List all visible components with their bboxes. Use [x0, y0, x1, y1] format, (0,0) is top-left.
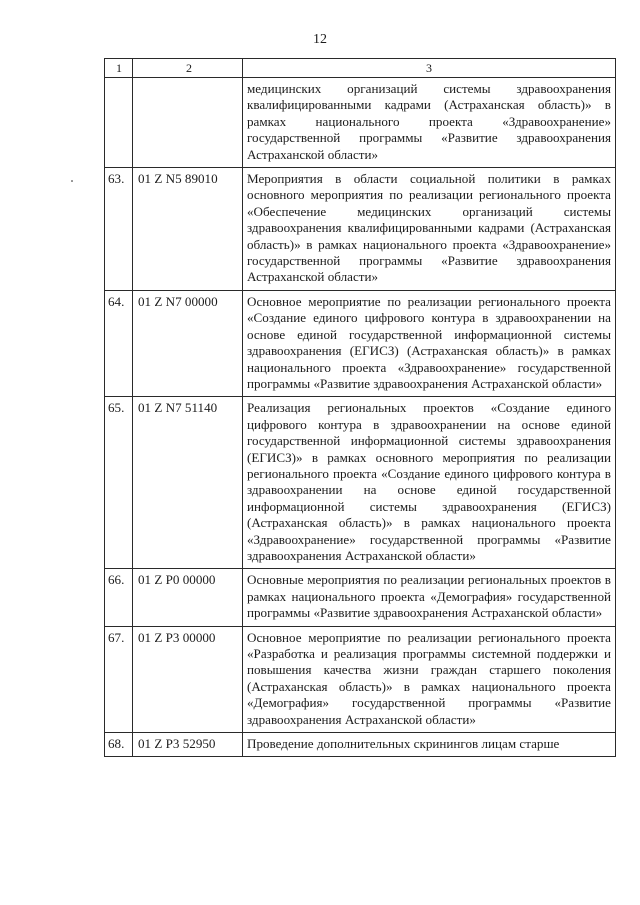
table-header-row	[105, 59, 616, 78]
row-number: 64.	[105, 290, 133, 396]
row-code: 01 Z N7 00000	[133, 290, 243, 396]
table-row	[105, 569, 616, 626]
row-number: 67.	[105, 626, 133, 732]
row-description: Основные мероприятия по реализации региональных проектов в рамках национального проекта «Демография» государственной программы «Развитие здравоохранения Астраханской области»	[243, 569, 616, 626]
table-row	[105, 626, 616, 732]
row-code	[133, 78, 243, 168]
header-cell-col1: 1	[105, 59, 133, 78]
row-number	[105, 78, 133, 168]
row-number: 65.	[105, 397, 133, 569]
table-row	[105, 78, 616, 168]
row-description: Основное мероприятие по реализации регионального проекта «Разработка и реализация программы системной поддержки и повышения качества жизни граждан старшего поколения (Астраханская область)» в рамках национального проекта «Демография» государственной программы «Развитие здравоохранения Астраханской области»	[243, 626, 616, 732]
table-row	[105, 168, 616, 291]
row-code: 01 Z P3 00000	[133, 626, 243, 732]
header-cell-col3: 3	[243, 59, 616, 78]
row-code: 01 Z P0 00000	[133, 569, 243, 626]
scan-speck	[71, 180, 73, 182]
row-description: Проведение дополнительных скринингов лицам старше	[243, 733, 616, 757]
row-number: 63.	[105, 168, 133, 291]
page-number: 12	[313, 32, 327, 47]
row-description: Мероприятия в области социальной политики в рамках основного мероприятия по реализации регионального проекта «Обеспечение медицинских организаций системы здравоохранения квалифицированными кадрами (Астраханская область)» в рамках национального проекта «Здравоохранение» государственной программы «Развитие здравоохранения Астраханской области»	[243, 168, 616, 291]
row-description: Реализация региональных проектов «Создание единого цифрового контура в здравоохранении на основе единой государственной информационной системы здравоохранения (ЕГИСЗ)» в рамках основного мероприятия по реализации регионального проекта «Создание единого цифрового контура в здравоохранении на основе единой государственной информационной системы здравоохранения (ЕГИСЗ) (Астраханская область)» в рамках национального проекта «Здравоохранение» государственной программы «Развитие здравоохранения Астраханской области»	[243, 397, 616, 569]
row-number: 66.	[105, 569, 133, 626]
header-cell-col2: 2	[133, 59, 243, 78]
table-row	[105, 290, 616, 396]
table-row	[105, 397, 616, 569]
row-description: медицинских организаций системы здравоохранения квалифицированными кадрами (Астраханская область)» в рамках национального проекта «Здравоохранение» государственной программы «Развитие здравоохранения Астраханской области»	[243, 78, 616, 168]
row-code: 01 Z N7 51140	[133, 397, 243, 569]
budget-classification-table	[104, 58, 616, 757]
row-code: 01 Z N5 89010	[133, 168, 243, 291]
row-code: 01 Z P3 52950	[133, 733, 243, 757]
table-row	[105, 733, 616, 757]
row-description: Основное мероприятие по реализации регионального проекта «Создание единого цифрового контура в здравоохранении на основе единой государственной информационной системы здравоохранения (ЕГИСЗ) (Астраханская область)» в рамках национального проекта «Здравоохранение» государственной программы «Развитие здравоохранения Астраханской области»	[243, 290, 616, 396]
row-number: 68.	[105, 733, 133, 757]
